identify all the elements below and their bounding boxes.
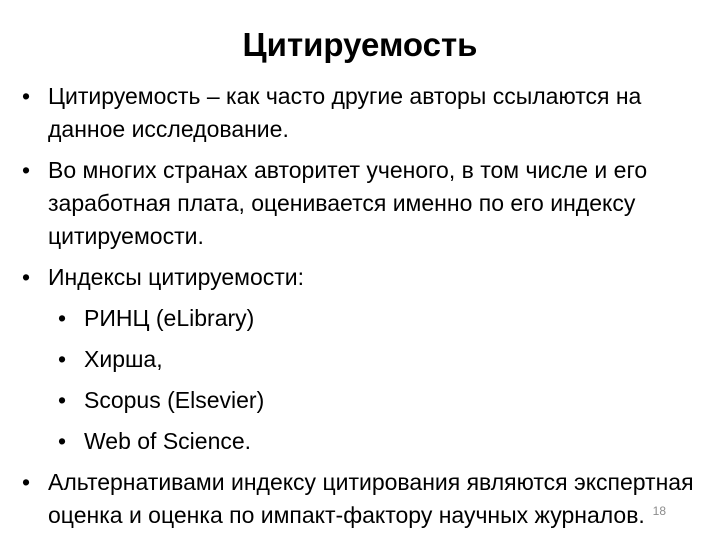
bullet-text: Во многих странах авторитет ученого, в том числе и его заработная плата, оценивается именно по его индексу цитируемости. <box>48 157 648 249</box>
bullet-dot-icon: • <box>22 157 31 183</box>
sub-bullet-item <box>58 343 702 376</box>
bullet-item <box>22 466 702 532</box>
bullet-text: Альтернативами индексу цитирования являются экспертная оценка и оценка по импакт-фактору научных журналов. <box>48 469 694 528</box>
bullet-dot-icon: • <box>22 469 31 495</box>
bullet-dot-icon: • <box>22 83 31 109</box>
sub-bullet-item <box>58 384 702 417</box>
slide-title: Цитируемость <box>242 26 478 63</box>
slide-number: 18 <box>652 504 666 518</box>
bullet-text: Цитируемость – как часто другие авторы ссылаются на данное исследование. <box>48 83 642 142</box>
bullet-text: РИНЦ (eLibrary) <box>84 305 255 331</box>
bullet-item <box>22 261 702 294</box>
sub-bullet-item <box>58 302 702 335</box>
bullet-item <box>22 80 702 146</box>
bullet-text: Индексы цитируемости: <box>48 264 305 290</box>
bullet-dot-icon: • <box>58 346 67 372</box>
bullet-list <box>22 80 702 540</box>
sub-bullet-item <box>58 425 702 458</box>
bullet-text: Web of Science. <box>84 428 252 454</box>
bullet-dot-icon: • <box>58 387 67 413</box>
bullet-text: Scopus (Elsevier) <box>84 387 265 413</box>
bullet-dot-icon: • <box>58 305 67 331</box>
bullet-text: Хирша, <box>84 346 163 372</box>
bullet-dot-icon: • <box>58 428 67 454</box>
bullet-dot-icon: • <box>22 264 31 290</box>
bullet-item <box>22 154 702 253</box>
